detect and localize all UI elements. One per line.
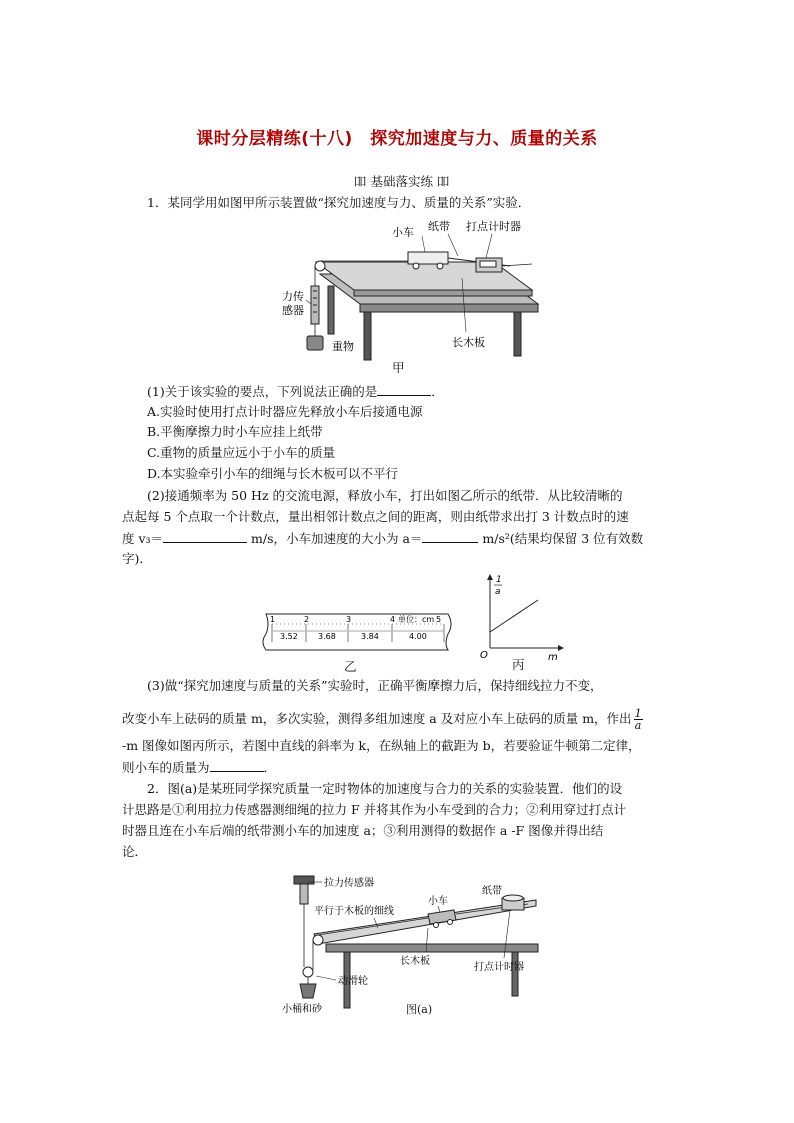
x-label: m (548, 652, 558, 663)
label-board: 长木板 (452, 336, 485, 349)
caption-a: 图(a) (406, 1003, 433, 1016)
table-leg (512, 952, 518, 996)
label-timer: 打点计时器 (474, 962, 524, 973)
label-sensor-1: 力传 (282, 290, 304, 303)
graph-line (490, 600, 538, 632)
caption-yi: 乙 (344, 659, 357, 674)
label-bucket: 小桶和砂 (282, 1004, 322, 1015)
tape-segment-label: 3.68 (318, 632, 336, 641)
figure-jia (280, 216, 550, 376)
label-sensor-2: 感器 (282, 304, 304, 317)
end-pulley (313, 935, 323, 945)
origin-label: O (480, 650, 488, 661)
q1-part2-line4: 字)． (122, 551, 152, 566)
q2-line4: 论． (122, 844, 148, 859)
y-label-num: 1 (496, 575, 502, 585)
tape-point-label: 2 (304, 615, 310, 624)
q1-part2-line3: 度 v₃＝ m/s，小车加速度的大小为 a＝ m/s²(结果均保留 3 位有效数 (122, 528, 643, 549)
option-b: B.平衡摩擦力时小车应挂上纸带 (147, 424, 323, 439)
label-timer: 打点计时器 (466, 220, 521, 233)
label-pulley: 动滑轮 (338, 976, 368, 987)
label-sensor: 拉力传感器 (324, 878, 374, 889)
caption-bing: 丙 (512, 657, 525, 672)
q2-line1: 2．图(a)是某班同学探究质量一定时物体的加速度与合力的关系的实验装置．他们的设 (147, 781, 623, 796)
table-leg (364, 312, 371, 360)
section-heading: 吅 基础落实练 吅 (354, 174, 450, 189)
option-c: C.重物的质量应远小于小车的质量 (147, 445, 336, 460)
table-front (360, 304, 538, 312)
tape-point-label: 1 (270, 615, 276, 624)
label-rope: 平行于木板的细线 (314, 906, 394, 917)
label-board: 长木板 (400, 956, 430, 967)
tape-segment-label: 3.84 (361, 632, 379, 641)
q1-part2-line1: (2)接通频率为 50 Hz 的交流电源，释放小车，打出如图乙所示的纸带．从比较清晰的 (147, 488, 623, 503)
bucket (300, 984, 316, 998)
option-a: A.实验时使用打点计时器应先释放小车后接通电源 (147, 404, 423, 419)
tape-point-label: 3 (346, 615, 352, 624)
tape-segment-label: 4.00 (409, 632, 427, 641)
ceiling-mount (294, 876, 314, 884)
y-label-den: a (495, 587, 501, 597)
figure-yi-tape (258, 608, 458, 656)
caption-jia: 甲 (392, 360, 405, 375)
tape-point-label: 5 (436, 615, 442, 624)
option-d: D.本实验牵引小车的细绳与长木板可以不平行 (147, 466, 399, 481)
label-cart: 小车 (392, 226, 414, 239)
tape-unit: 单位：cm (398, 615, 435, 624)
weight (307, 336, 323, 350)
q2-line3: 时器且连在小车后端的纸带测小车的加速度 a；③利用测得的数据作 a -F 图像并得出结 (122, 823, 604, 838)
label-tape: 纸带 (482, 886, 502, 897)
pulley (315, 261, 325, 271)
fraction-1-over-a: $\frac{1}{a}$ (634, 707, 642, 732)
tape-segment-label: 3.52 (280, 632, 298, 641)
page-title: 课时分层精练(十八) 探究加速度与力、质量的关系 (196, 129, 598, 149)
table-leg (514, 312, 521, 356)
q1-part1: (1)关于该实验的要点，下列说法正确的是 ． (147, 381, 444, 402)
moving-pulley (303, 967, 313, 977)
q1-part3-line3: -m 图像如图丙所示，若图中直线的斜率为 k，在纵轴上的截距为 b，若要验证牛顿第二定律， (122, 738, 641, 753)
q1-stem: 1．某同学用如图甲所示装置做“探究加速度与力、质量的关系”实验． (147, 195, 531, 210)
q2-line2: 计思路是①利用拉力传感器测细绳的拉力 F 并将其作为小车受到的合力；②利用穿过打点计 (122, 802, 627, 817)
label-cart: 小车 (428, 896, 448, 907)
label-tape: 纸带 (428, 220, 450, 233)
label-weight: 重物 (332, 340, 354, 353)
table-top (326, 944, 538, 952)
table-leg (328, 286, 334, 334)
q1-part2-line2: 点起每 5 个点取一个计数点，量出相邻计数点之间的距离，则由纸带求出打 3 计数点时的速 (122, 509, 629, 524)
cart (408, 252, 448, 264)
tension-sensor (300, 884, 308, 904)
q1-part3-line1: (3)做“探究加速度与质量的关系”实验时，正确平衡摩擦力后，保持细线拉力不变， (147, 678, 603, 693)
tape-point-label: 4 (390, 615, 396, 624)
q1-part3-line2: 改变小车上砝码的质量 m，多次实验，测得多组加速度 a 及对应小车上砝码的质量 m，作出 $\frac{1}{a}$ (122, 707, 642, 732)
q1-part3-line4: 则小车的质量为 ． (122, 757, 276, 778)
